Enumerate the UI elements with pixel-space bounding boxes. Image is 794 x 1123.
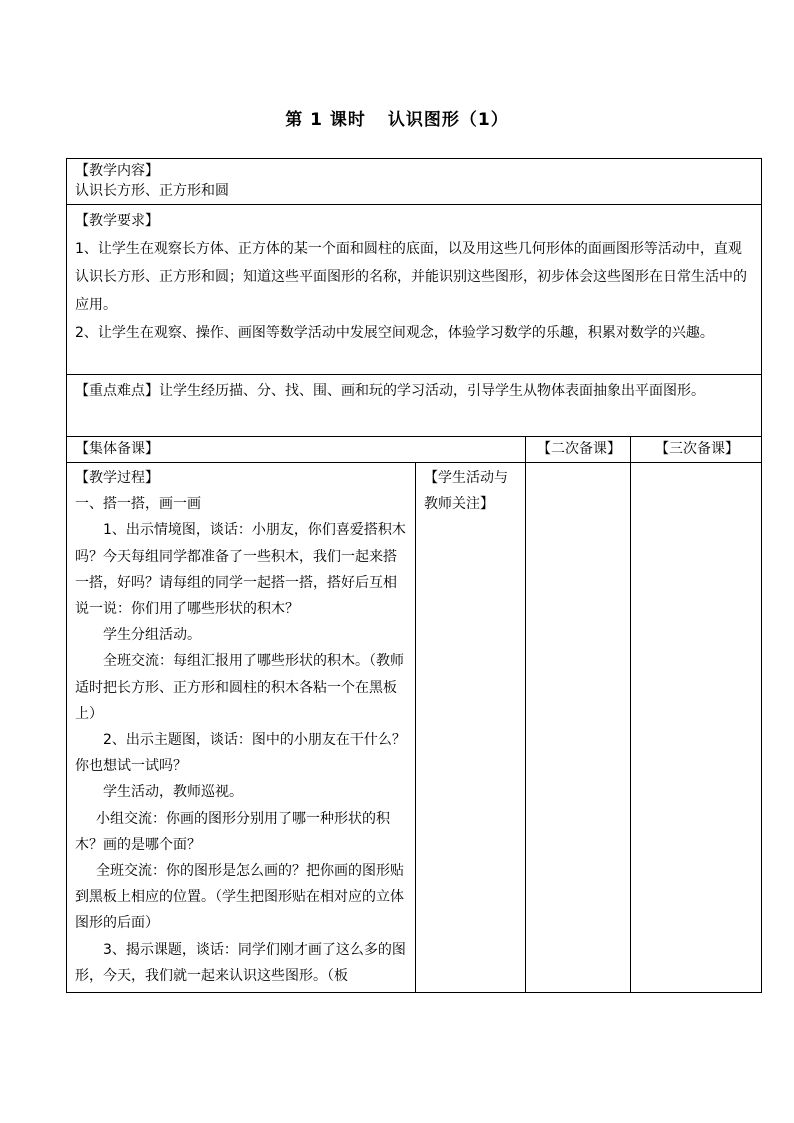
process-heading: 【教学过程】 [75, 470, 159, 486]
content-row [67, 159, 762, 205]
key-points-text: 让学生经历描、分、找、围、画和玩的学习活动，引导学生从物体表面抽象出平面图形。 [159, 383, 705, 399]
lesson-plan-table [66, 158, 762, 993]
collective-prep-header: 【集体备课】 [67, 437, 526, 463]
lesson-topic: 认识图形（1） [387, 110, 509, 130]
process-section-1: 一、搭一搭，画一画 [75, 496, 201, 513]
process-cell [67, 463, 416, 993]
process-paragraph: 小组交流：你画的图形分别用了哪一种形状的积木？画的是哪个面？ [75, 810, 390, 853]
process-paragraph: 3、揭示课题，谈话：同学们刚才画了这么多的图形，今天，我们就一起来认识这些图形。（板 [75, 941, 406, 984]
process-paragraph: 全班交流：每组汇报用了哪些形状的积木。（教师适时把长方形、正方形和圆柱的积木各粘一个在黑板上） [75, 653, 404, 722]
content-text: 认识长方形、正方形和圆 [75, 183, 229, 199]
third-prep-cell [631, 463, 762, 993]
lesson-number: 第 1 课时 [285, 110, 366, 130]
key-points-heading: 【重点难点】 [75, 383, 159, 399]
requirements-row [67, 205, 762, 375]
student-activity-heading: 【学生活动与教师关注】 [424, 470, 508, 512]
process-paragraph: 2、出示主题图，谈话：图中的小朋友在干什么？你也想试一试吗？ [75, 732, 406, 775]
process-paragraph: 学生活动，教师巡视。 [103, 784, 243, 801]
prep-header-row [67, 437, 762, 463]
requirement-item-2: 2、让学生在观察、操作、画图等数学活动中发展空间观念，体验学习数学的乐趣，积累对数学的兴趣。 [75, 325, 714, 341]
requirement-item-1: 1、让学生在观察长方体、正方体的某一个面和圆柱的底面，以及用这些几何形体的面画图形等活动中，直观认识长方形、正方形和圆；知道这些平面图形的名称，并能识别这些图形，初步体会这些图形在日常生活中的应用。 [75, 241, 747, 313]
process-row [67, 463, 762, 993]
second-prep-cell [526, 463, 631, 993]
third-prep-header: 【三次备课】 [631, 437, 762, 463]
key-points-row [67, 375, 762, 437]
page-title [0, 105, 794, 130]
process-paragraph: 全班交流：你的图形是怎么画的？把你画的图形贴到黑板上相应的位置。（学生把图形贴在相对应的立体图形的后面） [75, 863, 404, 932]
process-paragraph: 学生分组活动。 [103, 627, 201, 644]
process-paragraph: 1、出示情境图，谈话：小朋友，你们喜爱搭积木吗？今天每组同学都准备了一些积木，我们一起来搭一搭，好吗？请每组的同学一起搭一搭，搭好后互相说一说：你们用了哪些形状的积木？ [75, 522, 406, 618]
second-prep-header: 【二次备课】 [526, 437, 631, 463]
content-cell [67, 159, 762, 205]
content-heading: 【教学内容】 [75, 163, 159, 179]
requirements-cell [67, 205, 762, 375]
requirements-heading: 【教学要求】 [75, 213, 159, 229]
student-activity-cell [416, 463, 526, 993]
key-points-cell [67, 375, 762, 437]
